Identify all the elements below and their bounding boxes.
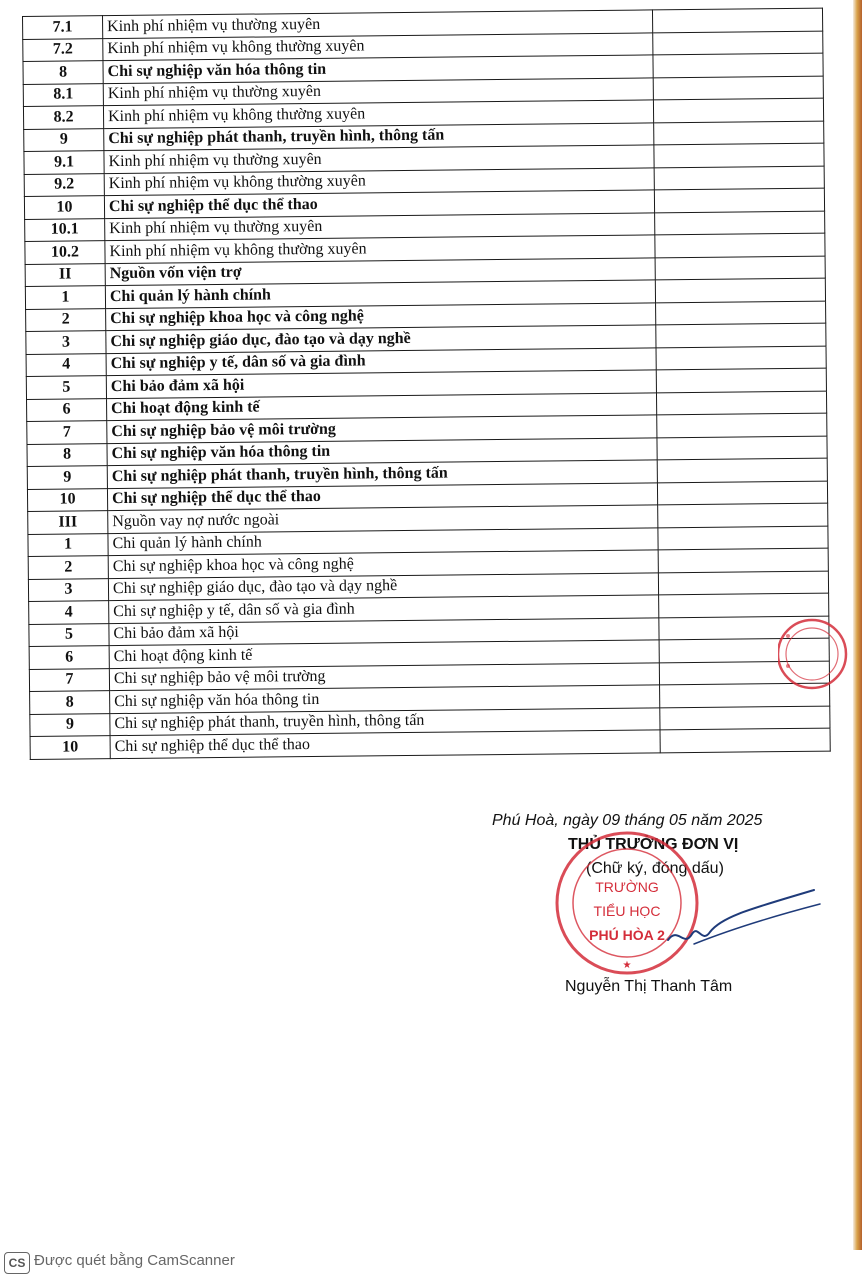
- row-label: Chi bảo đảm xã hội: [109, 617, 659, 645]
- row-number: 6: [27, 398, 107, 421]
- row-label: Kinh phí nhiệm vụ không thường xuyên: [103, 32, 653, 60]
- row-value: [657, 458, 827, 482]
- row-number: 8: [23, 61, 103, 84]
- row-value: [654, 188, 824, 212]
- row-label: Nguồn vốn viện trợ: [105, 257, 655, 285]
- row-value: [660, 728, 830, 752]
- row-number: 8: [27, 443, 107, 466]
- row-value: [655, 278, 825, 302]
- row-number: 5: [29, 623, 109, 646]
- row-label: Chi sự nghiệp phát thanh, truyền hình, thông tấn: [107, 460, 657, 488]
- row-number: 8.2: [23, 106, 103, 129]
- row-label: Kinh phí nhiệm vụ thường xuyên: [105, 212, 655, 240]
- row-number: 2: [26, 308, 106, 331]
- row-value: [658, 571, 828, 595]
- row-value: [654, 166, 824, 190]
- signature-date: Phú Hoà, ngày 09 tháng 05 năm 2025: [492, 812, 763, 829]
- signature-title: THỦ TRƯỞNG ĐƠN VỊ: [568, 836, 739, 853]
- row-value: [654, 143, 824, 167]
- row-value: [656, 391, 826, 415]
- row-number: 1: [25, 286, 105, 309]
- row-number: II: [25, 263, 105, 286]
- row-number: 10: [30, 736, 110, 759]
- row-value: [656, 368, 826, 392]
- row-label: Kinh phí nhiệm vụ không thường xuyên: [105, 235, 655, 263]
- row-label: Chi quản lý hành chính: [105, 280, 655, 308]
- row-label: Chi sự nghiệp thể dục thể thao: [107, 482, 657, 510]
- row-number: 10: [24, 196, 104, 219]
- row-label: Chi sự nghiệp khoa học và công nghệ: [108, 550, 658, 578]
- row-label: Chi sự nghiệp văn hóa thông tin: [103, 55, 653, 83]
- row-label: Chi sự nghiệp phát thanh, truyền hình, thông tấn: [110, 707, 660, 735]
- row-number: 3: [28, 578, 108, 601]
- row-label: Nguồn vay nợ nước ngoài: [108, 505, 658, 533]
- handwritten-signature: [664, 886, 824, 956]
- row-number: 9.1: [24, 151, 104, 174]
- seal-star-bottom: ★: [622, 960, 632, 971]
- seal-line-3: PHÚ HÒA 2: [589, 927, 665, 943]
- row-value: [658, 548, 828, 572]
- row-number: 10.1: [25, 218, 105, 241]
- camscanner-label: Được quét bằng CamScanner: [34, 1252, 235, 1269]
- signer-name: Nguyễn Thị Thanh Tâm: [565, 978, 733, 995]
- row-label: Chi bảo đảm xã hội: [106, 370, 656, 398]
- row-value: [653, 76, 823, 100]
- row-value: [655, 233, 825, 257]
- row-label: Chi sự nghiệp khoa học và công nghệ: [106, 302, 656, 330]
- row-label: Chi sự nghiệp y tế, dân số và gia đình: [106, 347, 656, 375]
- row-value: [657, 413, 827, 437]
- row-value: [658, 526, 828, 550]
- row-label: Chi sự nghiệp văn hóa thông tin: [107, 437, 657, 465]
- row-label: Chi sự nghiệp giáo dục, đào tạo và dạy nghề: [106, 325, 656, 353]
- row-label: Chi sự nghiệp giáo dục, đào tạo và dạy nghề: [108, 572, 658, 600]
- row-label: Chi sự nghiệp bảo vệ môi trường: [109, 662, 659, 690]
- row-number: 4: [26, 353, 106, 376]
- row-value: [653, 98, 823, 122]
- row-label: Kinh phí nhiệm vụ không thường xuyên: [103, 100, 653, 128]
- row-label: Chi sự nghiệp thể dục thể thao: [104, 190, 654, 218]
- side-seal-stamp: [778, 596, 858, 716]
- budget-table: [22, 8, 831, 760]
- row-number: 9: [27, 466, 107, 489]
- row-value: [656, 301, 826, 325]
- row-number: 7: [29, 668, 109, 691]
- row-value: [655, 256, 825, 280]
- row-label: Kinh phí nhiệm vụ thường xuyên: [104, 145, 654, 173]
- row-label: Chi sự nghiệp thể dục thể thao: [110, 730, 660, 758]
- row-value: [653, 53, 823, 77]
- row-label: Chi sự nghiệp y tế, dân số và gia đình: [109, 595, 659, 623]
- row-value: [654, 121, 824, 145]
- seal-line-2: TIỂU HỌC: [593, 903, 661, 919]
- row-number: 9: [24, 128, 104, 151]
- row-label: Chi sự nghiệp phát thanh, truyền hình, thông tấn: [104, 122, 654, 150]
- row-number: 1: [28, 533, 108, 556]
- row-number: 5: [26, 376, 106, 399]
- row-value: [652, 8, 822, 32]
- row-value: [657, 436, 827, 460]
- row-number: III: [28, 511, 108, 534]
- row-number: 10.2: [25, 241, 105, 264]
- row-label: Chi hoạt động kinh tế: [109, 640, 659, 668]
- row-value: [656, 323, 826, 347]
- row-label: Chi sự nghiệp bảo vệ môi trường: [107, 415, 657, 443]
- row-number: 2: [28, 556, 108, 579]
- row-label: Chi hoạt động kinh tế: [107, 392, 657, 420]
- row-value: [657, 481, 827, 505]
- row-value: [658, 503, 828, 527]
- row-label: Chi quản lý hành chính: [108, 527, 658, 555]
- row-value: [655, 211, 825, 235]
- signature-note: (Chữ ký, đóng dấu): [586, 860, 724, 877]
- budget-table-body: [23, 8, 831, 759]
- row-number: 8: [30, 691, 110, 714]
- row-value: [656, 346, 826, 370]
- row-label: Chi sự nghiệp văn hóa thông tin: [110, 685, 660, 713]
- row-number: 7.1: [23, 16, 103, 39]
- row-number: 3: [26, 331, 106, 354]
- camscanner-logo-icon: CS: [4, 1252, 30, 1274]
- row-number: 8.1: [23, 83, 103, 106]
- row-number: 9.2: [24, 173, 104, 196]
- row-number: 4: [29, 601, 109, 624]
- row-number: 7.2: [23, 38, 103, 61]
- row-label: Kinh phí nhiệm vụ thường xuyên: [103, 77, 653, 105]
- seal-line-1: TRƯỜNG: [595, 879, 659, 895]
- row-value: [653, 31, 823, 55]
- row-number: 9: [30, 713, 110, 736]
- row-number: 7: [27, 421, 107, 444]
- row-label: Kinh phí nhiệm vụ thường xuyên: [103, 10, 653, 38]
- row-number: 10: [27, 488, 107, 511]
- row-label: Kinh phí nhiệm vụ không thường xuyên: [104, 167, 654, 195]
- row-number: 6: [29, 646, 109, 669]
